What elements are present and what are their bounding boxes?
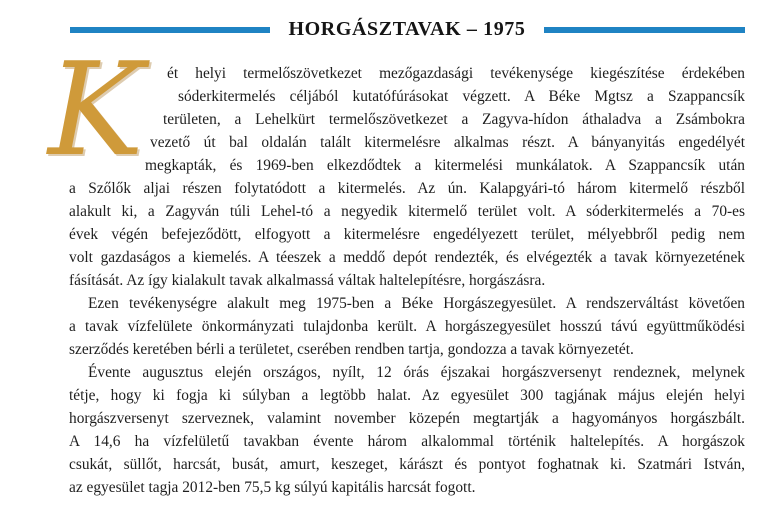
page-title: HORGÁSZTAVAK – 1975 bbox=[288, 18, 526, 40]
text-line: vezető út bal oldalán talált kitermelésre alkalmas részt. A bányanyitás engedélyét bbox=[150, 134, 745, 151]
drop-cap: K bbox=[48, 36, 144, 185]
text-line: Ezen tevékenységre alakult meg 1975-ben a Béke Horgászegyesület. A rendszerváltást követően bbox=[88, 295, 745, 312]
text-line: évek végén befejeződött, elfogyott a kitermelésre engedélyezett terület, mélyebbről pedig nem bbox=[69, 226, 745, 243]
text-line: az egyesület tagja 2012-ben 75,5 kg súlyú kapitális harcsát fogott. bbox=[69, 479, 476, 496]
text-line: ét helyi termelőszövetkezet mezőgazdasági tevékenysége kiegészítése érdekében bbox=[167, 65, 745, 82]
text-line: a tavak vízfelülete önkormányzati tulajdonba került. A horgászegyesület hosszú távú együttműködési bbox=[69, 318, 745, 335]
title-rule-right bbox=[544, 27, 745, 33]
text-line: tétje, hogy ki fogja ki súlyban a legtöbb halat. Az egyesület 300 tagjának május elején helyi bbox=[69, 387, 745, 404]
text-line: területen, a Lehelkürt termelőszövetkezet a Zagyva-hídon áthaladva a Zsámbokra bbox=[163, 111, 745, 128]
text-line: a Szőlők aljai részen folytatódott a kitermelés. Az ún. Kalapgyári-tó három kitermelő részből bbox=[69, 180, 745, 197]
text-line: Évente augusztus elején országos, nyílt, 12 órás éjszakai horgászversenyt rendeznek, melynek bbox=[88, 364, 745, 381]
text-line: csukát, süllőt, harcsát, busát, amurt, keszeget, kárászt és pontyot foghatnak ki. Szatmári István, bbox=[69, 456, 745, 473]
title-rule-left bbox=[70, 27, 270, 33]
text-line: alakult ki, a Zagyván túli Lehel-tó a negyedik kitermelő terület volt. A sóderkitermelés a 70-es bbox=[69, 203, 745, 220]
text-line: fásítását. Az így kialakult tavak alkalmassá váltak haltelepítésre, horgászásra. bbox=[69, 272, 546, 289]
text-line: volt gazdaságos a kiemelés. A téeszek a meddő depót rendezték, és elvégezték a tavak környezetének bbox=[69, 249, 745, 266]
text-line: szerződés keretében bérli a területet, cserében rendben tartja, gondozza a tavak környezetét. bbox=[69, 341, 634, 358]
text-line: A 14,6 ha vízfelületű tavakban évente három alkalommal történik haltelepítés. A horgászok bbox=[69, 433, 745, 450]
text-line: megkapták, és 1969-ben elkezdődtek a kitermelési munkálatok. A Szappancsík után bbox=[145, 157, 745, 174]
text-line: horgászversenyt szerveznek, valamint november közepén megtartják a hagyományos horgászbált. bbox=[69, 410, 745, 427]
text-line: sóderkitermelés céljából kutatófúrásokat végzett. A Béke Mgtsz a Szappancsík bbox=[178, 88, 745, 105]
